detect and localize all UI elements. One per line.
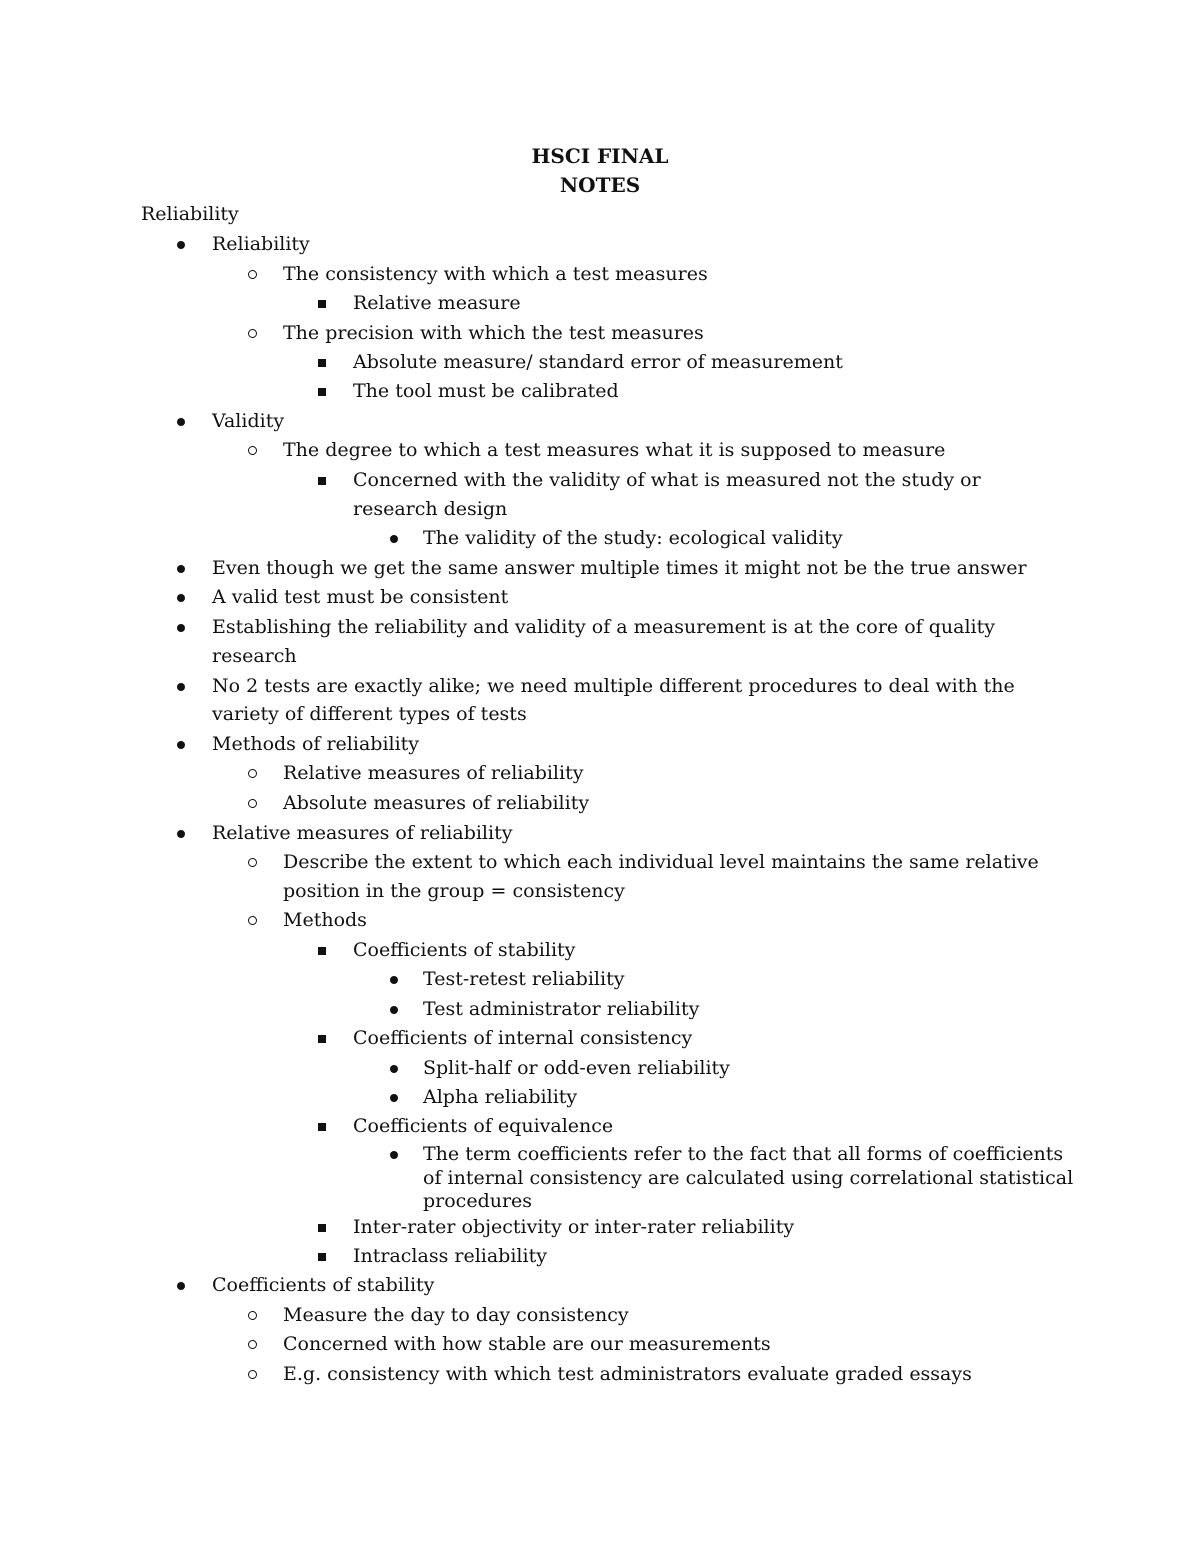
list-item (212, 232, 310, 256)
list-item-text: The degree to which a test measures what it is supposed to measure (283, 439, 946, 461)
list-item-text: E.g. consistency with which test administrators evaluate graded essays (283, 1363, 972, 1385)
filled-bullet-icon (177, 683, 185, 691)
square-bullet-icon (318, 477, 326, 485)
list-item (212, 585, 508, 609)
list-item-text: Test administrator reliability (423, 998, 700, 1020)
list-item-text: Methods of reliability (212, 733, 420, 755)
list-item-text: Measure the day to day consistency (283, 1304, 629, 1326)
filled-bullet-icon (390, 535, 398, 543)
list-item-text: A valid test must be consistent (212, 586, 509, 608)
filled-bullet-icon (390, 1065, 398, 1073)
list-item (283, 1362, 972, 1386)
filled-bullet-icon (390, 1094, 398, 1102)
list-item (353, 379, 619, 403)
list-item (353, 350, 843, 374)
list-item (283, 321, 704, 345)
list-item-text: Reliability (212, 233, 310, 255)
square-bullet-icon (318, 300, 326, 308)
list-item-text: Establishing the reliability and validity of a measurement is at the core of quality (212, 616, 995, 638)
list-item (212, 556, 1027, 580)
square-bullet-icon (318, 388, 326, 396)
list-item (423, 1142, 1063, 1166)
list-item (353, 497, 507, 521)
list-item-text: position in the group = consistency (283, 880, 625, 902)
list-item (353, 938, 575, 962)
list-item-text: The consistency with which a test measures (283, 263, 708, 285)
list-item (283, 879, 625, 903)
list-item-text: Concerned with how stable are our measurements (283, 1333, 771, 1355)
list-item (212, 644, 297, 668)
list-item-text: Relative measures of reliability (212, 822, 513, 844)
list-item (423, 1085, 577, 1109)
list-item-text: Describe the extent to which each individual level maintains the same relative (283, 851, 1039, 873)
filled-bullet-icon (177, 1282, 185, 1290)
hollow-bullet-icon (248, 329, 257, 338)
list-item (283, 438, 945, 462)
list-item-text: Validity (212, 410, 285, 432)
list-item (212, 821, 512, 845)
filled-bullet-icon (177, 418, 185, 426)
list-item (423, 1056, 730, 1080)
list-item (283, 791, 589, 815)
hollow-bullet-icon (248, 1340, 257, 1349)
list-item (353, 291, 521, 315)
list-item-text: Methods (283, 909, 367, 931)
list-item (283, 1303, 629, 1327)
list-item (353, 1244, 547, 1268)
filled-bullet-icon (390, 1151, 398, 1159)
list-item-text: The precision with which the test measures (283, 322, 704, 344)
hollow-bullet-icon (248, 270, 257, 279)
list-item (283, 262, 708, 286)
list-item-text: Inter-rater objectivity or inter-rater reliability (353, 1216, 795, 1238)
list-item (423, 526, 843, 550)
square-bullet-icon (318, 1224, 326, 1232)
list-item (283, 908, 367, 932)
list-item (283, 761, 583, 785)
list-item (353, 1215, 794, 1239)
list-item-text: The tool must be calibrated (353, 380, 619, 402)
filled-bullet-icon (177, 830, 185, 838)
filled-bullet-icon (390, 976, 398, 984)
list-item-text: No 2 tests are exactly alike; we need multiple different procedures to deal with the (212, 675, 1015, 697)
list-item (212, 1273, 434, 1297)
filled-bullet-icon (390, 1006, 398, 1014)
list-item (283, 850, 1039, 874)
filled-bullet-icon (177, 594, 185, 602)
list-item (212, 702, 527, 726)
list-item-text: Absolute measure/ standard error of measurement (353, 351, 843, 373)
square-bullet-icon (318, 1253, 326, 1261)
list-item-text: Alpha reliability (423, 1086, 578, 1108)
list-item-text: Concerned with the validity of what is measured not the study or (353, 469, 981, 491)
list-item (212, 615, 995, 639)
filled-bullet-icon (177, 565, 185, 573)
hollow-bullet-icon (248, 858, 257, 867)
list-item-text: The validity of the study: ecological validity (423, 527, 843, 549)
square-bullet-icon (318, 947, 326, 955)
list-item (212, 409, 284, 433)
list-item-text: Coefficients of stability (353, 939, 576, 961)
filled-bullet-icon (177, 241, 185, 249)
list-item (423, 1166, 1073, 1190)
hollow-bullet-icon (248, 1370, 257, 1379)
square-bullet-icon (318, 1123, 326, 1131)
square-bullet-icon (318, 359, 326, 367)
list-item-text: procedures (423, 1190, 533, 1212)
list-item-text: Absolute measures of reliability (283, 792, 590, 814)
filled-bullet-icon (177, 624, 185, 632)
list-item (423, 967, 624, 991)
list-item-text: Split-half or odd-even reliability (423, 1057, 730, 1079)
section-heading: Reliability (141, 203, 239, 225)
list-item-text: Relative measure (353, 292, 521, 314)
list-item (353, 1114, 613, 1138)
filled-bullet-icon (177, 741, 185, 749)
list-item (423, 997, 699, 1021)
list-item-text: research design (353, 498, 508, 520)
list-item-text: Test-retest reliability (423, 968, 625, 990)
document-subtitle: NOTES (559, 173, 641, 197)
list-item-text: Coefficients of internal consistency (353, 1027, 693, 1049)
list-item-text: research (212, 645, 297, 667)
list-item-text: The term coefficients refer to the fact that all forms of coefficients (423, 1143, 1064, 1165)
list-item (212, 674, 1015, 698)
list-item-text: Coefficients of equivalence (353, 1115, 614, 1137)
square-bullet-icon (318, 1035, 326, 1043)
hollow-bullet-icon (248, 799, 257, 808)
document-title: HSCI FINAL (531, 144, 669, 168)
hollow-bullet-icon (248, 769, 257, 778)
list-item-text: variety of different types of tests (212, 703, 527, 725)
list-item-text: of internal consistency are calculated using correlational statistical (423, 1167, 1074, 1189)
hollow-bullet-icon (248, 916, 257, 925)
list-item (212, 732, 419, 756)
hollow-bullet-icon (248, 446, 257, 455)
list-item-text: Relative measures of reliability (283, 762, 584, 784)
list-item-text: Coefficients of stability (212, 1274, 435, 1296)
list-item (353, 1026, 692, 1050)
list-item (353, 468, 981, 492)
hollow-bullet-icon (248, 1311, 257, 1320)
list-item (423, 1189, 532, 1213)
list-item-text: Even though we get the same answer multiple times it might not be the true answer (212, 557, 1027, 579)
list-item-text: Intraclass reliability (353, 1245, 547, 1267)
list-item (283, 1332, 771, 1356)
